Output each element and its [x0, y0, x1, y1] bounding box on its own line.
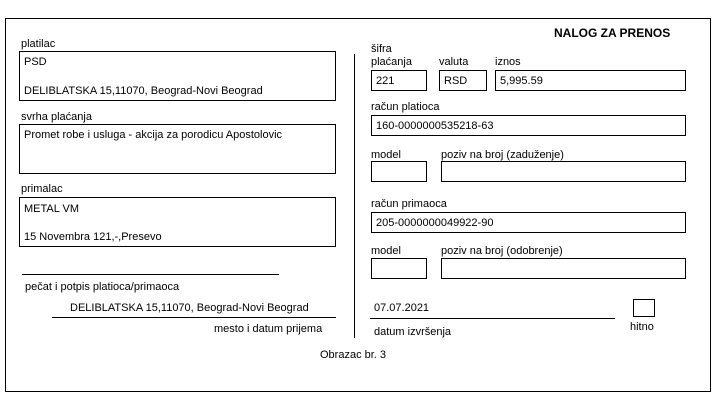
recipient-account-field[interactable] [371, 212, 686, 233]
payment-code-field[interactable] [371, 70, 427, 91]
payer-account-value: 160-0000000535218-63 [376, 120, 494, 132]
code-label-top: šifra [371, 43, 392, 55]
urgent-checkbox[interactable] [633, 299, 655, 317]
place-value: DELIBLATSKA 15,11070, Beograd-Novi Beograd [70, 302, 309, 314]
reference2-field[interactable] [441, 258, 686, 279]
reference1-label: poziv na broj (zaduženje) [441, 149, 564, 161]
reference2-label: poziv na broj (odobrenje) [441, 245, 563, 257]
amount-label: iznos [495, 56, 521, 68]
place-label: mesto i datum prijema [214, 323, 323, 335]
currency-field[interactable] [439, 70, 487, 91]
recipient-name: METAL VM [24, 203, 80, 215]
payer-account-field[interactable] [371, 115, 686, 136]
purpose-field[interactable] [19, 124, 336, 174]
payer-account-label: račun platioca [371, 101, 440, 113]
amount-field[interactable] [495, 70, 686, 91]
purpose-label: svrha plaćanja [21, 111, 92, 123]
place-line [52, 317, 336, 318]
currency-value: RSD [444, 75, 468, 87]
model1-label: model [371, 149, 401, 161]
reference1-field[interactable] [441, 161, 686, 182]
model1-field[interactable] [371, 161, 427, 182]
amount-value: 5,995.59 [500, 75, 543, 87]
signature-line [22, 274, 279, 275]
purpose-value: Promet robe i usluga - akcija za porodicu Apostolovic [24, 129, 283, 141]
model2-label: model [371, 245, 401, 257]
recipient-label: primalac [21, 183, 63, 195]
code-label-bottom: plaćanja [371, 56, 412, 68]
form-title: NALOG ZA PRENOS [554, 26, 671, 40]
recipient-account-label: račun primaoca [371, 198, 447, 210]
form-footer: Obrazac br. 3 [320, 349, 387, 361]
payer-address: DELIBLATSKA 15,11070, Beograd-Novi Beograd [24, 85, 263, 97]
payment-code-value: 221 [376, 75, 395, 87]
urgent-label: hitno [630, 321, 654, 333]
currency-label: valuta [439, 56, 469, 68]
recipient-field[interactable] [19, 197, 336, 247]
model2-field[interactable] [371, 258, 427, 279]
execution-date-line [370, 318, 615, 319]
payer-field[interactable] [19, 51, 336, 101]
center-divider [354, 54, 355, 338]
stamp-label: pečat i potpis platioca/primaoca [25, 281, 180, 293]
execution-date-label: datum izvršenja [374, 326, 452, 338]
execution-date-value: 07.07.2021 [374, 302, 430, 314]
payer-name: PSD [24, 56, 47, 68]
recipient-address: 15 Novembra 121,-,Presevo [24, 231, 162, 243]
payer-label: platilac [21, 38, 56, 50]
recipient-account-value: 205-0000000049922-90 [376, 217, 494, 229]
